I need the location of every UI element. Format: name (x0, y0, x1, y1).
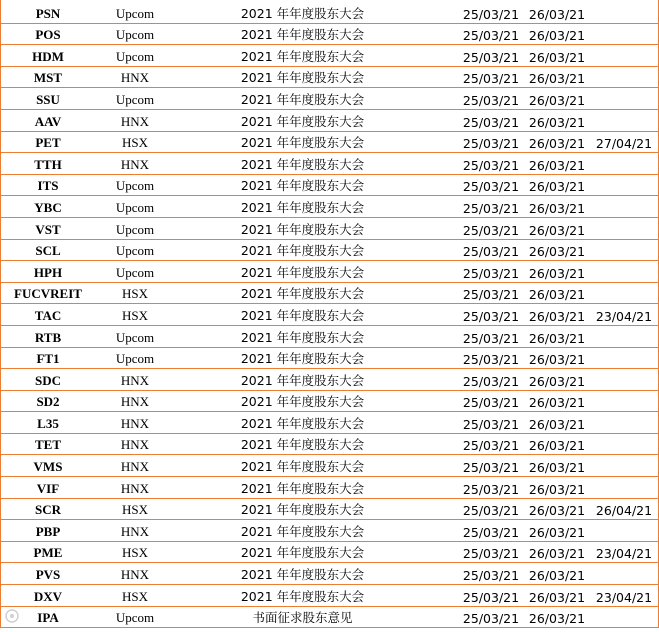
record-date-cell: 25/03/21 (462, 157, 520, 173)
event-cell: 2021 年年度股东大会 (240, 567, 365, 583)
ex-date-cell: 26/03/21 (528, 395, 586, 411)
stock-code-cell: PVS (35, 567, 61, 583)
table-row (1, 153, 658, 175)
exchange-cell: HNX (120, 70, 150, 86)
record-date-cell: 25/03/21 (462, 546, 520, 562)
meeting-date-cell: 23/04/21 (595, 546, 653, 562)
table-row (1, 304, 658, 326)
record-date-cell: 25/03/21 (462, 28, 520, 44)
record-date-cell: 25/03/21 (462, 524, 520, 540)
event-cell: 2021 年年度股东大会 (240, 199, 365, 215)
ex-date-cell: 26/03/21 (528, 481, 586, 497)
ex-date-cell: 26/03/21 (528, 352, 586, 368)
event-cell: 2021 年年度股东大会 (240, 415, 365, 431)
event-cell: 2021 年年度股东大会 (240, 545, 365, 561)
exchange-cell: Upcom (115, 329, 155, 345)
table-row (1, 24, 658, 46)
ex-date-cell: 26/03/21 (528, 49, 586, 65)
table-row (1, 240, 658, 262)
table-row (1, 585, 658, 607)
table-row (1, 218, 658, 240)
stock-code-cell: SD2 (36, 394, 60, 410)
stock-code-cell: PSN (35, 5, 61, 21)
meeting-date-cell (591, 45, 657, 66)
table-row (1, 88, 658, 110)
record-date-cell: 25/03/21 (462, 330, 520, 346)
table-row (1, 520, 658, 542)
event-cell: 2021 年年度股东大会 (240, 523, 365, 539)
record-date-cell: 25/03/21 (462, 244, 520, 260)
meeting-date-cell (591, 520, 657, 541)
exchange-cell: HNX (120, 394, 150, 410)
meeting-date-cell (591, 348, 657, 369)
table-row (1, 412, 658, 434)
stock-code-cell: SDC (34, 372, 61, 388)
event-cell: 2021 年年度股东大会 (240, 178, 365, 194)
stock-code-cell: TTH (34, 156, 62, 172)
meeting-date-cell: 23/04/21 (595, 308, 653, 324)
ex-date-cell: 26/03/21 (528, 330, 586, 346)
ex-date-cell: 26/03/21 (528, 200, 586, 216)
ex-date-cell: 26/03/21 (528, 373, 586, 389)
event-cell: 2021 年年度股东大会 (240, 307, 365, 323)
meeting-date-cell (591, 0, 657, 23)
ex-date-cell: 26/03/21 (528, 179, 586, 195)
exchange-cell: Upcom (115, 48, 155, 64)
stock-code-cell: DXV (33, 588, 63, 604)
ex-date-cell: 26/03/21 (528, 503, 586, 519)
event-cell: 2021 年年度股东大会 (240, 5, 365, 21)
exchange-cell: HSX (121, 502, 148, 518)
stock-code-cell: HDM (32, 48, 64, 64)
event-cell: 2021 年年度股东大会 (240, 91, 365, 107)
stock-code-cell: RTB (34, 329, 62, 345)
record-date-cell: 25/03/21 (462, 568, 520, 584)
table-row (1, 542, 658, 564)
exchange-cell: Upcom (115, 243, 155, 259)
stock-code-cell: VIF (36, 480, 60, 496)
meeting-date-cell (591, 67, 657, 88)
ex-date-cell: 26/03/21 (528, 589, 586, 605)
exchange-cell: Upcom (115, 610, 155, 626)
meeting-date-cell (591, 412, 657, 433)
stock-code-cell: VST (35, 221, 61, 237)
record-date-cell: 25/03/21 (462, 222, 520, 238)
ex-date-cell: 26/03/21 (528, 71, 586, 87)
stock-code-cell: YBC (34, 199, 62, 215)
record-date-cell: 25/03/21 (462, 395, 520, 411)
meeting-date-cell (591, 175, 657, 196)
stock-code-cell: VMS (33, 459, 63, 475)
stock-code-cell: TAC (34, 307, 62, 323)
table-row (1, 175, 658, 197)
event-cell: 2021 年年度股东大会 (240, 329, 365, 345)
record-date-cell: 25/03/21 (462, 49, 520, 65)
record-date-cell: 25/03/21 (462, 92, 520, 108)
meeting-date-cell (591, 607, 657, 628)
ex-date-cell: 26/03/21 (528, 136, 586, 152)
exchange-cell: HSX (121, 286, 148, 302)
record-date-cell: 25/03/21 (462, 611, 520, 627)
record-date-cell: 25/03/21 (462, 503, 520, 519)
exchange-cell: Upcom (115, 199, 155, 215)
event-cell: 2021 年年度股东大会 (240, 437, 365, 453)
stock-code-cell: PET (35, 135, 61, 151)
stock-code-cell: SSU (36, 91, 60, 107)
record-date-cell: 25/03/21 (462, 136, 520, 152)
event-cell: 2021 年年度股东大会 (240, 156, 365, 172)
record-date-cell: 25/03/21 (462, 481, 520, 497)
event-cell: 2021 年年度股东大会 (240, 27, 365, 43)
meeting-date-cell (591, 283, 657, 304)
event-cell: 2021 年年度股东大会 (240, 113, 365, 129)
exchange-cell: HSX (121, 588, 148, 604)
event-cell: 2021 年年度股东大会 (240, 135, 365, 151)
event-cell: 2021 年年度股东大会 (240, 351, 365, 367)
meeting-date-cell (591, 88, 657, 109)
meeting-date-cell (591, 369, 657, 390)
stock-code-cell: FT1 (36, 351, 60, 367)
record-date-cell: 25/03/21 (462, 352, 520, 368)
ex-date-cell: 26/03/21 (528, 524, 586, 540)
table-row (1, 607, 658, 629)
meeting-date-cell: 27/04/21 (595, 136, 653, 152)
ex-date-cell: 26/03/21 (528, 568, 586, 584)
meeting-date-cell (591, 563, 657, 584)
table-row (1, 348, 658, 370)
event-cell: 2021 年年度股东大会 (240, 394, 365, 410)
record-date-cell: 25/03/21 (462, 179, 520, 195)
exchange-cell: HNX (120, 372, 150, 388)
event-cell: 2021 年年度股东大会 (240, 48, 365, 64)
record-date-cell: 25/03/21 (462, 71, 520, 87)
event-cell: 2021 年年度股东大会 (240, 459, 365, 475)
table-row (1, 261, 658, 283)
exchange-cell: HSX (121, 135, 148, 151)
record-date-cell: 25/03/21 (462, 308, 520, 324)
meeting-date-cell (591, 196, 657, 217)
event-cell: 2021 年年度股东大会 (240, 372, 365, 388)
event-cell: 2021 年年度股东大会 (240, 286, 365, 302)
stock-code-cell: TET (34, 437, 61, 453)
meeting-date-cell (591, 477, 657, 498)
exchange-cell: HNX (120, 156, 150, 172)
event-cell: 2021 年年度股东大会 (240, 502, 365, 518)
exchange-cell: Upcom (115, 351, 155, 367)
event-cell: 2021 年年度股东大会 (240, 243, 365, 259)
table-row (1, 434, 658, 456)
meeting-date-cell (591, 110, 657, 131)
stock-code-cell: AAV (34, 113, 62, 129)
exchange-cell: HNX (120, 437, 150, 453)
stock-code-cell: MST (33, 70, 63, 86)
exchange-cell: Upcom (115, 91, 155, 107)
table-row (1, 477, 658, 499)
exchange-cell: Upcom (115, 5, 155, 21)
record-date-cell: 25/03/21 (462, 460, 520, 476)
stock-code-cell: SCR (34, 502, 61, 518)
exchange-cell: Upcom (115, 221, 155, 237)
record-date-cell: 25/03/21 (462, 114, 520, 130)
record-date-cell: 25/03/21 (462, 287, 520, 303)
record-date-cell: 25/03/21 (462, 416, 520, 432)
table-row (1, 563, 658, 585)
stock-code-cell: POS (35, 27, 61, 43)
ex-date-cell: 26/03/21 (528, 6, 586, 22)
stock-code-cell: IPA (37, 610, 59, 626)
table-row (1, 499, 658, 521)
ex-date-cell: 26/03/21 (528, 114, 586, 130)
event-cell: 2021 年年度股东大会 (240, 70, 365, 86)
meeting-date-cell (591, 24, 657, 45)
stock-code-cell: L35 (37, 415, 59, 431)
ex-date-cell: 26/03/21 (528, 438, 586, 454)
ex-date-cell: 26/03/21 (528, 546, 586, 562)
record-date-cell: 25/03/21 (462, 373, 520, 389)
table-row (1, 110, 658, 132)
exchange-cell: HNX (120, 567, 150, 583)
stock-code-cell: PBP (35, 523, 61, 539)
meeting-date-cell (591, 391, 657, 412)
stock-code-cell: FUCVREIT (14, 286, 82, 302)
ex-date-cell: 26/03/21 (528, 460, 586, 476)
exchange-cell: Upcom (115, 178, 155, 194)
table-row (1, 369, 658, 391)
meeting-date-cell: 23/04/21 (595, 589, 653, 605)
table-row (1, 0, 658, 24)
ex-date-cell: 26/03/21 (528, 287, 586, 303)
meeting-date-cell (591, 326, 657, 347)
event-cell: 2021 年年度股东大会 (240, 480, 365, 496)
ex-date-cell: 26/03/21 (528, 92, 586, 108)
ex-date-cell: 26/03/21 (528, 244, 586, 260)
table-row (1, 45, 658, 67)
exchange-cell: Upcom (115, 27, 155, 43)
ex-date-cell: 26/03/21 (528, 28, 586, 44)
record-date-cell: 25/03/21 (462, 200, 520, 216)
table-row (1, 391, 658, 413)
ex-date-cell: 26/03/21 (528, 308, 586, 324)
meeting-date-cell (591, 261, 657, 282)
stock-code-cell: PME (33, 545, 63, 561)
event-cell: 2021 年年度股东大会 (240, 588, 365, 604)
exchange-cell: HNX (120, 415, 150, 431)
stock-code-cell: HPH (33, 264, 63, 280)
record-date-cell: 25/03/21 (462, 6, 520, 22)
event-cell: 2021 年年度股东大会 (240, 264, 365, 280)
meeting-date-cell (591, 153, 657, 174)
record-date-cell: 25/03/21 (462, 265, 520, 281)
meeting-date-cell (591, 240, 657, 261)
event-cell: 书面征求股东意见 (252, 610, 353, 626)
exchange-cell: HNX (120, 523, 150, 539)
stock-code-cell: SCL (35, 243, 61, 259)
event-cell: 2021 年年度股东大会 (240, 221, 365, 237)
ex-date-cell: 26/03/21 (528, 222, 586, 238)
ex-date-cell: 26/03/21 (528, 611, 586, 627)
record-date-cell: 25/03/21 (462, 589, 520, 605)
ex-date-cell: 26/03/21 (528, 265, 586, 281)
exchange-cell: HSX (121, 545, 148, 561)
table-row (1, 67, 658, 89)
record-date-cell: 25/03/21 (462, 438, 520, 454)
exchange-cell: HNX (120, 459, 150, 475)
meeting-date-cell: 26/04/21 (595, 503, 653, 519)
table-row (1, 326, 658, 348)
exchange-cell: HSX (121, 307, 148, 323)
exchange-cell: HNX (120, 480, 150, 496)
exchange-cell: Upcom (115, 264, 155, 280)
ex-date-cell: 26/03/21 (528, 416, 586, 432)
table-row (1, 196, 658, 218)
meeting-date-cell (591, 434, 657, 455)
meeting-date-cell (591, 218, 657, 239)
ex-date-cell: 26/03/21 (528, 157, 586, 173)
table-row (1, 283, 658, 305)
table-row (1, 132, 658, 154)
meeting-date-cell (591, 455, 657, 476)
stock-code-cell: ITS (37, 178, 59, 194)
table-row (1, 455, 658, 477)
exchange-cell: HNX (120, 113, 150, 129)
